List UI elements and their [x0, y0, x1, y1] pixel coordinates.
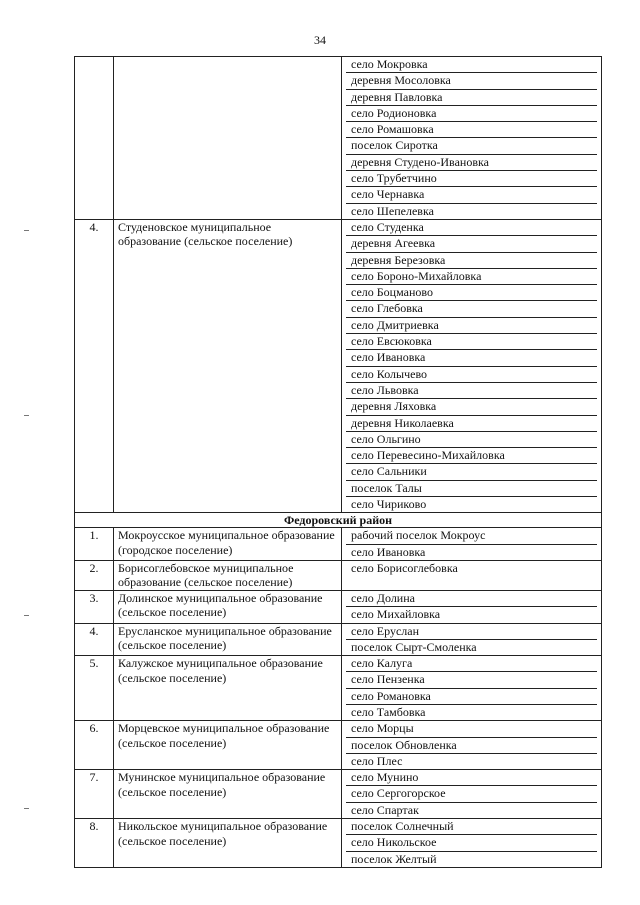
settlement-item: село Ивановка — [351, 544, 426, 559]
municipality-name: Долинское муниципальное образование (сельское поселение) — [114, 590, 342, 623]
settlement-item: село Романовка — [346, 689, 597, 705]
settlement-item: село Чернавка — [346, 187, 597, 203]
municipality-name: Мокроусское муниципальное образование (городское поселение) — [114, 528, 342, 561]
table-row — [75, 528, 602, 561]
row-number — [75, 57, 114, 220]
table-row — [75, 656, 602, 721]
settlement-item: село Долина — [346, 591, 597, 607]
settlement-item: деревня Николаевка — [346, 416, 597, 432]
table-row — [75, 57, 602, 220]
settlement-item: рабочий поселок Мокроус — [346, 528, 597, 544]
settlement-item: село Шепелевка — [351, 203, 434, 218]
settlement-item: село Плес — [351, 753, 403, 768]
settlement-item: село Калуга — [346, 656, 597, 672]
municipality-name: Мунинское муниципальное образование (сельское поселение) — [114, 770, 342, 819]
table-row — [75, 590, 602, 623]
municipality-name — [114, 57, 342, 220]
settlement-item: село Ромашовка — [346, 122, 597, 138]
row-number: 4. — [75, 623, 114, 656]
row-number: 4. — [75, 219, 114, 512]
settlements-cell — [342, 819, 602, 868]
settlement-item: село Ольгино — [346, 432, 597, 448]
margin-mark — [24, 808, 29, 809]
table-body — [75, 57, 602, 868]
row-number: 6. — [75, 721, 114, 770]
settlement-item: поселок Обновленка — [346, 738, 597, 754]
municipality-name: Никольское муниципальное образование (сельское поселение) — [114, 819, 342, 868]
table-row — [75, 219, 602, 512]
settlement-item: село Ивановка — [346, 350, 597, 366]
settlement-item: село Спартак — [351, 802, 419, 817]
settlement-item: село Перевесино-Михайловка — [346, 448, 597, 464]
settlement-item: деревня Павловка — [346, 90, 597, 106]
table-row — [75, 819, 602, 868]
table-row — [75, 721, 602, 770]
settlement-item: деревня Ляховка — [346, 399, 597, 415]
settlement-item: село Мокровка — [346, 57, 597, 73]
district-heading-row — [75, 513, 602, 528]
settlement-item: деревня Березовка — [346, 253, 597, 269]
settlement-item: село Дмитриевка — [346, 318, 597, 334]
row-number: 5. — [75, 656, 114, 721]
table-row — [75, 770, 602, 819]
settlements-cell — [342, 623, 602, 656]
settlement-item: село Сергогорское — [346, 786, 597, 802]
settlement-item: село Львовка — [346, 383, 597, 399]
settlements-table — [74, 56, 602, 868]
settlement-item: поселок Желтый — [351, 851, 437, 866]
row-number: 7. — [75, 770, 114, 819]
settlement-item: деревня Студено-Ивановка — [346, 155, 597, 171]
row-number: 1. — [75, 528, 114, 561]
settlement-item: деревня Агеевка — [346, 236, 597, 252]
municipality-name: Студеновское муниципальное образование (сельское поселение) — [114, 219, 342, 512]
municipality-name: Ерусланское муниципальное образование (сельское поселение) — [114, 623, 342, 656]
settlement-item: село Морцы — [346, 721, 597, 737]
settlements-cell — [342, 770, 602, 819]
settlement-item: село Мунино — [346, 770, 597, 786]
settlement-item: село Студенка — [346, 220, 597, 236]
row-number: 3. — [75, 590, 114, 623]
settlement-item: село Тамбовка — [351, 704, 426, 719]
settlement-item: село Трубетчино — [346, 171, 597, 187]
settlement-item: село Пензенка — [346, 672, 597, 688]
municipality-name: Морцевское муниципальное образование (сельское поселение) — [114, 721, 342, 770]
settlement-item: поселок Солнечный — [346, 819, 597, 835]
settlements-cell — [342, 590, 602, 623]
settlements-cell — [342, 721, 602, 770]
settlements-cell — [342, 560, 602, 590]
margin-mark — [24, 615, 29, 616]
settlement-item: поселок Сырт-Смоленка — [351, 639, 477, 654]
settlement-item: село Боцманово — [346, 285, 597, 301]
municipality-name: Калужское муниципальное образование (сельское поселение) — [114, 656, 342, 721]
settlement-item: село Глебовка — [346, 301, 597, 317]
settlement-item: деревня Мосоловка — [346, 73, 597, 89]
settlement-item: поселок Талы — [346, 481, 597, 497]
municipality-name: Борисоглебовское муниципальное образование (сельское поселение) — [114, 560, 342, 590]
settlement-item: село Бороно-Михайловка — [346, 269, 597, 285]
settlements-cell — [342, 219, 602, 512]
margin-mark — [24, 230, 29, 231]
settlements-cell — [342, 528, 602, 561]
table-row — [75, 560, 602, 590]
settlement-item: село Сальники — [346, 464, 597, 480]
table-row — [75, 623, 602, 656]
row-number: 2. — [75, 560, 114, 590]
district-heading: Федоровский район — [75, 513, 602, 528]
settlement-item: поселок Сиротка — [346, 138, 597, 154]
settlement-item: село Михайловка — [351, 607, 441, 622]
settlement-item: село Еруслан — [346, 624, 597, 640]
settlements-cell — [342, 656, 602, 721]
margin-mark — [24, 415, 29, 416]
settlement-item: село Чириково — [351, 497, 427, 512]
settlement-item: село Борисоглебовка — [351, 560, 458, 575]
page-number: 34 — [314, 33, 326, 47]
row-number: 8. — [75, 819, 114, 868]
settlement-item: село Колычево — [346, 367, 597, 383]
settlement-item: село Родионовка — [346, 106, 597, 122]
settlement-item: село Евсюковка — [346, 334, 597, 350]
settlements-cell — [342, 57, 602, 220]
settlement-item: село Никольское — [346, 835, 597, 851]
